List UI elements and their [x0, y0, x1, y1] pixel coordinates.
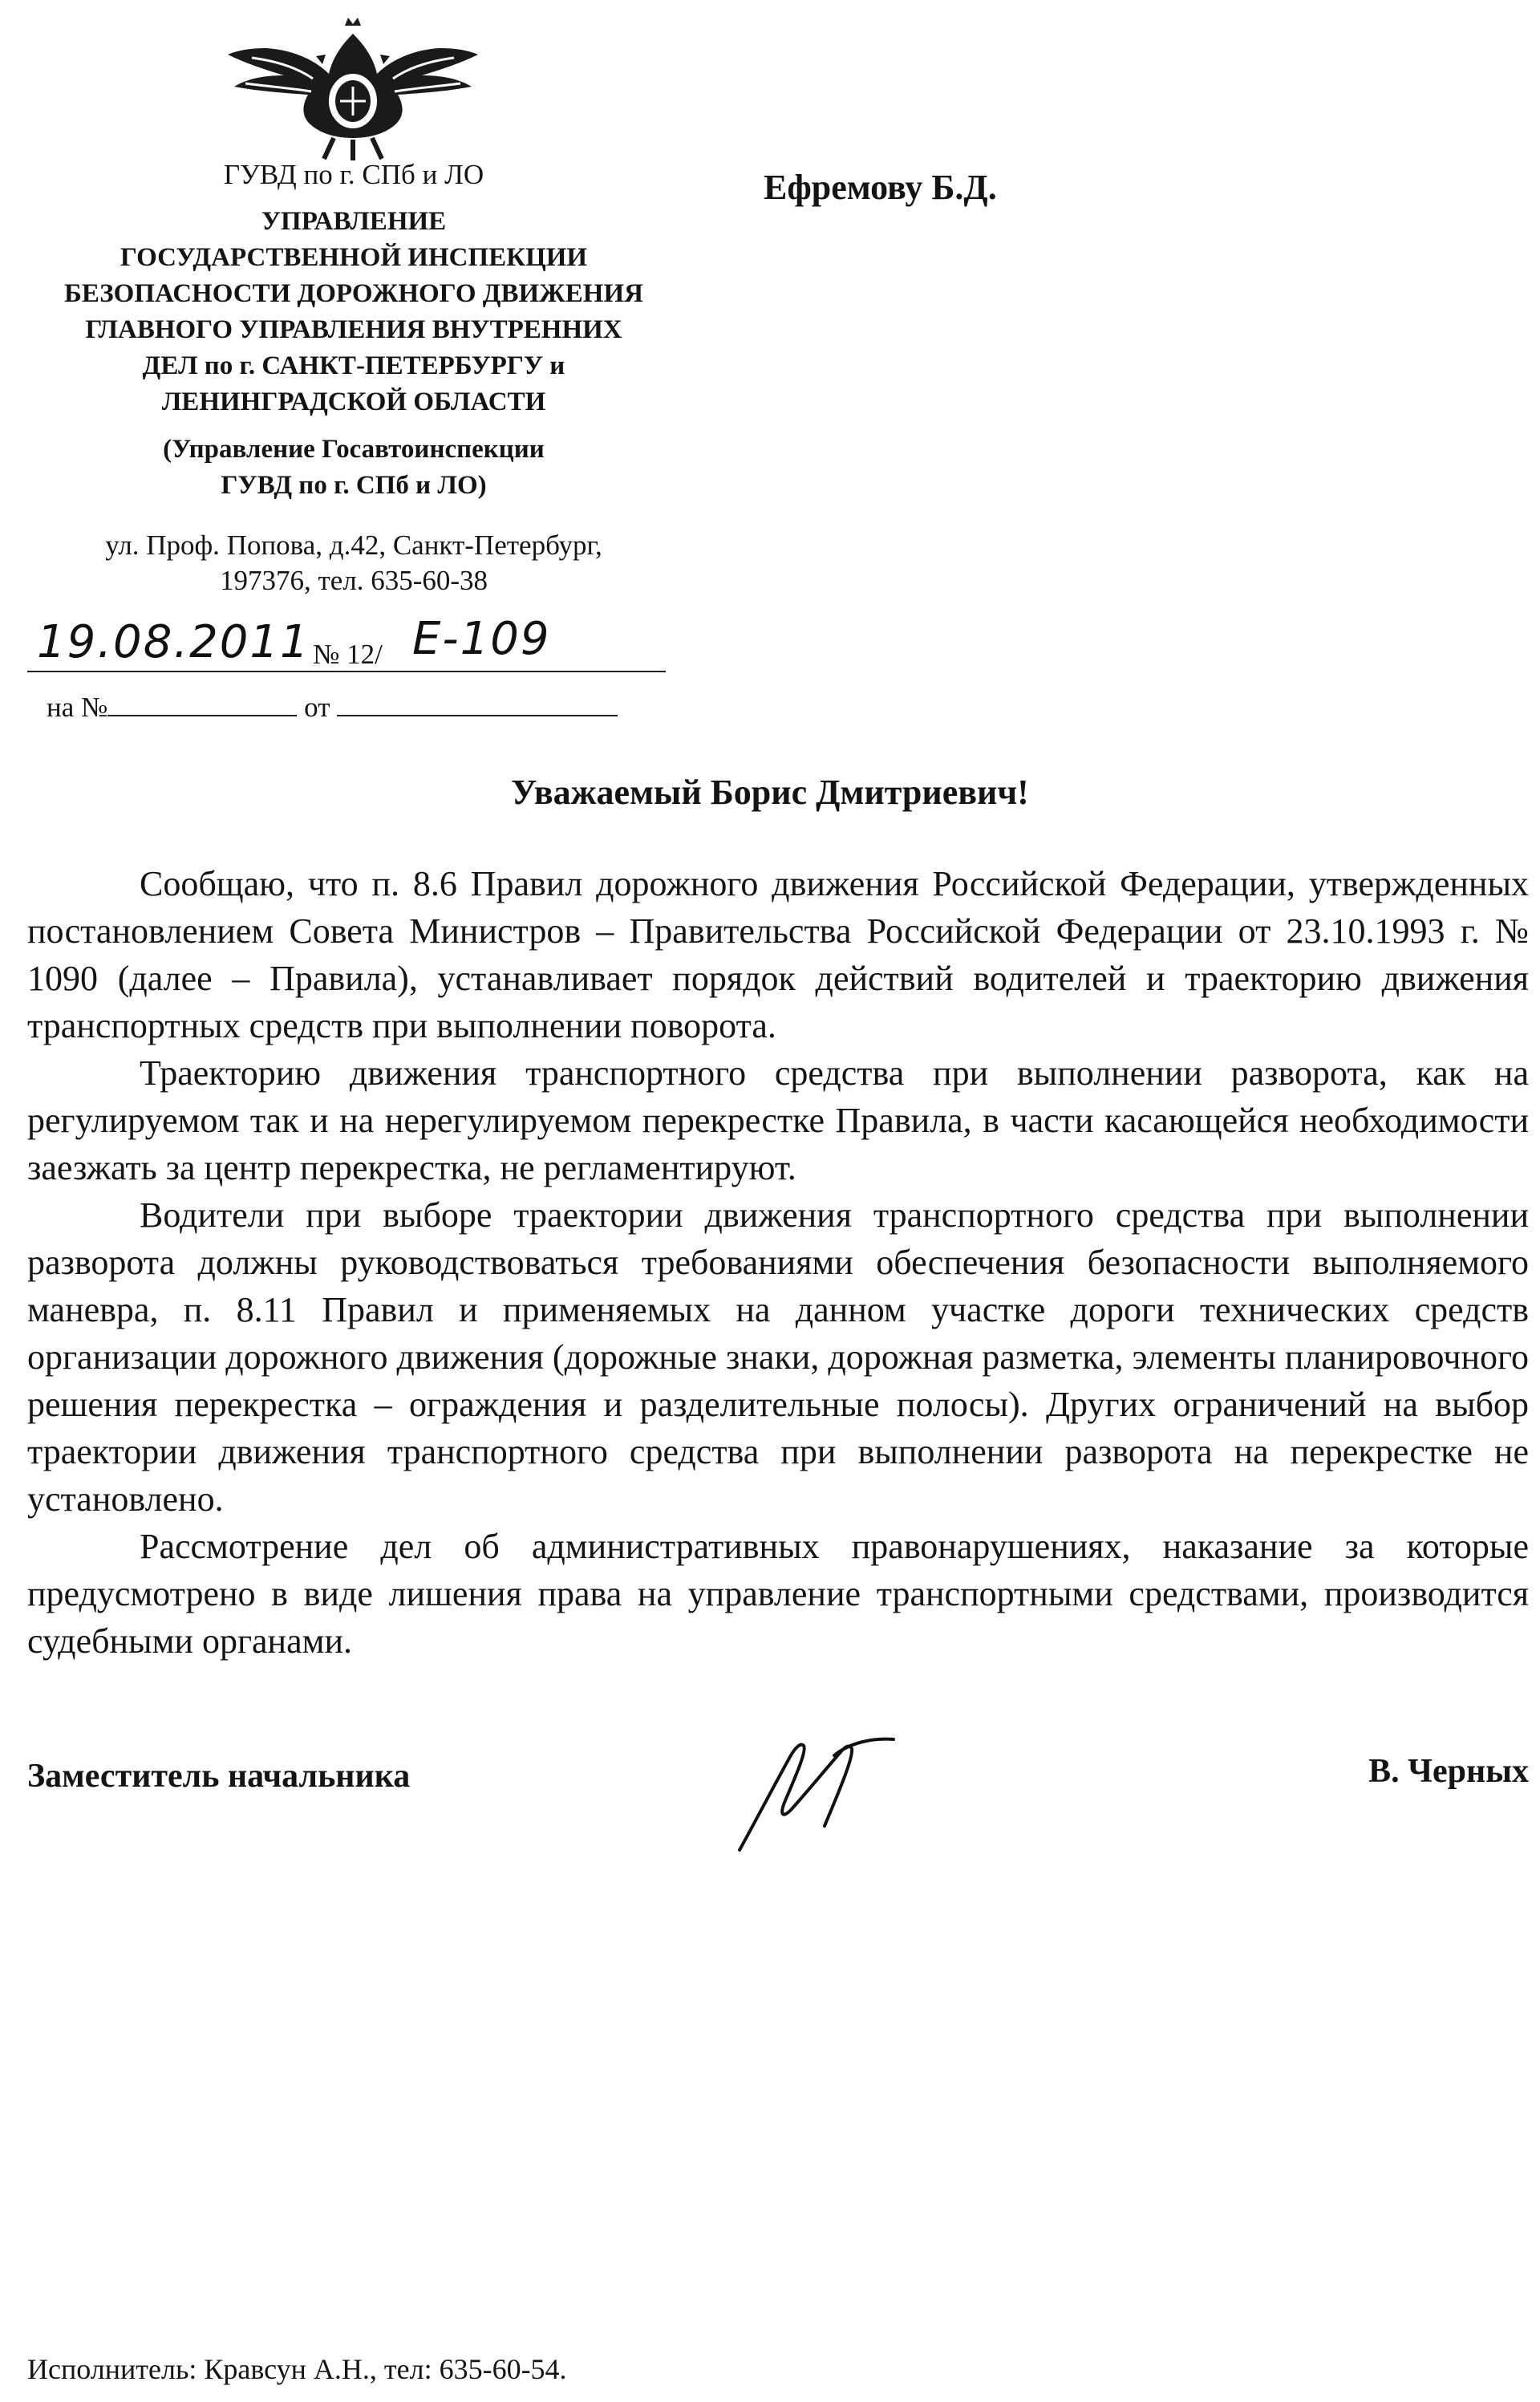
executor-line: Исполнитель: Кравсун А.Н., тел: 635-60-54.: [27, 2353, 567, 2385]
department-line: БЕЗОПАСНОСТИ ДОРОЖНОГО ДВИЖЕНИЯ: [64, 279, 643, 308]
handwritten-number: Е-109: [412, 613, 551, 665]
number-label: № 12/: [313, 639, 383, 670]
body-paragraph: Траекторию движения транспортного средства при выполнении разворота, как на регулируемом так и на нерегулируемом перекрестке Правила, в части касающейся необходимости заезжать за центр перекрестка, не регламентируют.: [27, 1053, 1529, 1187]
address-line: 197376, тел. 635-60-38: [219, 565, 488, 596]
department-line: ЛЕНИНГРАДСКОЙ ОБЛАСТИ: [161, 387, 546, 416]
sender-address: [0, 528, 707, 598]
department-line: ГЛАВНОГО УПРАВЛЕНИЯ ВНУТРЕННИХ: [85, 315, 622, 344]
body-paragraph: Рассмотрение дел об административных правонарушениях, наказание за которые предусмотрено в виде лишения права на управление транспортными средствами, производится судебными органами.: [27, 1527, 1529, 1661]
double-headed-eagle-emblem-icon: [228, 18, 478, 160]
body-paragraph: Сообщаю, что п. 8.6 Правил дорожного движения Российской Федерации, утвержденных постановлением Совета Министров – Правительства Российской Федерации от 23.10.1993 г. № 1090 (далее – Правила), устанавливает порядок действий водителей и траекторию движения транспортных средств при выполнении поворота.: [27, 864, 1529, 1045]
address-line: ул. Проф. Попова, д.42, Санкт-Петербург,: [105, 529, 602, 561]
department-line: УПРАВЛЕНИЕ: [261, 207, 447, 236]
signatory-title: Заместитель начальника: [27, 1758, 411, 1795]
greeting: Уважаемый Борис Дмитриевич!: [511, 773, 1029, 812]
department-short-name: [0, 432, 707, 504]
letter-body: [27, 860, 1529, 1665]
department-line: ГОСУДАРСТВЕННОЙ ИНСПЕКЦИИ: [120, 243, 588, 272]
reference-number-label: на №: [47, 692, 108, 723]
registration-underline: [27, 671, 666, 672]
department-name: [0, 204, 707, 420]
sender-block: [0, 157, 707, 598]
body-paragraph: Водители при выборе траектории движения транспортного средства при выполнении разворота должны руководствоваться требованиями обеспечения безопасности выполняемого маневра, п. 8.11 Правил и применяемых на данном участке дороги технических средств организации дорожного движения (дорожные знаки, дорожная разметка, элементы планировочного решения перекрестка – ограждения и разделительные полосы). Других ограничений на выбор траектории движения транспортного средства при выполнении разворота на перекрестке не установлено.: [27, 1195, 1529, 1519]
handwritten-signature: [723, 1731, 900, 1853]
outgoing-registration-line: [27, 613, 666, 672]
department-line: ДЕЛ по г. САНКТ-ПЕТЕРБУРГУ и: [142, 351, 565, 380]
addressee: Ефремову Б.Д.: [764, 168, 997, 207]
handwritten-date: 19.08.2011: [37, 616, 310, 668]
signatory-name: В. Черных: [1368, 1753, 1529, 1790]
department-short-line: ГУВД по г. СПб и ЛО): [221, 471, 487, 500]
department-short-line: (Управление Госавтоинспекции: [163, 435, 545, 464]
reference-date-blank: [337, 715, 618, 716]
organization-short: ГУВД по г. СПб и ЛО: [223, 159, 484, 190]
reference-line: [47, 692, 618, 724]
reference-number-blank: [107, 715, 297, 716]
reference-date-label: от: [304, 692, 330, 723]
